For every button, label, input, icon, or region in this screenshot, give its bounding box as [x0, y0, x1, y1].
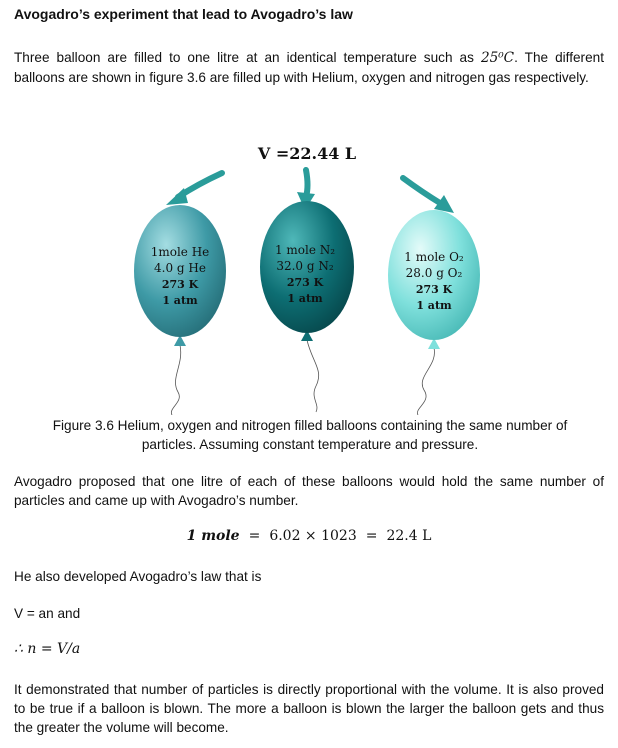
intro-text-end: . The different balloons are shown in figure 3.6 are filled up with Helium, oxygen and nitrogen gas respectively. [14, 50, 604, 85]
equals-sign-2: = [365, 528, 378, 544]
nitrogen-line-4: 1 atm [287, 292, 323, 305]
volume-relation: V = an and [14, 606, 81, 621]
law-intro-paragraph: He also developed Avogadro’s law that is [14, 569, 262, 584]
balloons-figure [120, 140, 500, 415]
nitrogen-line-3: 273 K [286, 276, 324, 289]
helium-line-2: 4.0 g He [154, 261, 206, 275]
section-heading: Avogadro’s experiment that lead to Avogadro’s law [14, 6, 353, 22]
equals-sign-1: = [248, 528, 261, 544]
nitrogen-balloon [260, 201, 354, 412]
nitrogen-line-1: 1 mole N₂ [274, 243, 336, 257]
intro-paragraph [14, 48, 604, 87]
equation-rhs: 22.4 L [386, 528, 432, 544]
mole-equation [0, 528, 618, 544]
right-arrow-icon [403, 178, 454, 213]
equation-lhs: 1 mole [186, 528, 240, 544]
equation-middle: 6.02 × 1023 [269, 528, 357, 544]
helium-line-3: 273 K [161, 278, 199, 291]
figure-caption: Figure 3.6 Helium, oxygen and nitrogen filled balloons containing the same number of particles. Assuming constant temperature and pressure. [52, 418, 568, 452]
oxygen-line-1: 1 mole O₂ [404, 250, 464, 264]
oxygen-line-3: 273 K [415, 283, 453, 296]
oxygen-line-4: 1 atm [416, 299, 452, 312]
temperature-value: 25⁰C [480, 50, 515, 66]
conclusion-paragraph: It demonstrated that number of particles is directly proportional with the volume. It is also proved to be true if a balloon is blown. The more a balloon is blown the larger the balloon gets and thus the greater the volume will become. [14, 682, 604, 735]
avogadro-number-paragraph: Avogadro proposed that one litre of each of these balloons would hold the same number of particles and came up with Avogadro’s number. [14, 474, 604, 508]
therefore-formula: ∴ n = V/a [14, 641, 81, 657]
volume-label: V =22.44 L [257, 144, 357, 163]
intro-text-start: Three balloon are filled to one litre at an identical temperature such as [14, 50, 481, 65]
helium-balloon [134, 205, 226, 415]
oxygen-balloon [388, 210, 480, 415]
oxygen-line-2: 28.0 g O₂ [405, 266, 463, 280]
helium-line-1: 1mole He [150, 245, 210, 259]
nitrogen-line-2: 32.0 g N₂ [276, 259, 334, 273]
helium-line-4: 1 atm [162, 294, 198, 307]
left-arrow-icon [166, 173, 222, 205]
